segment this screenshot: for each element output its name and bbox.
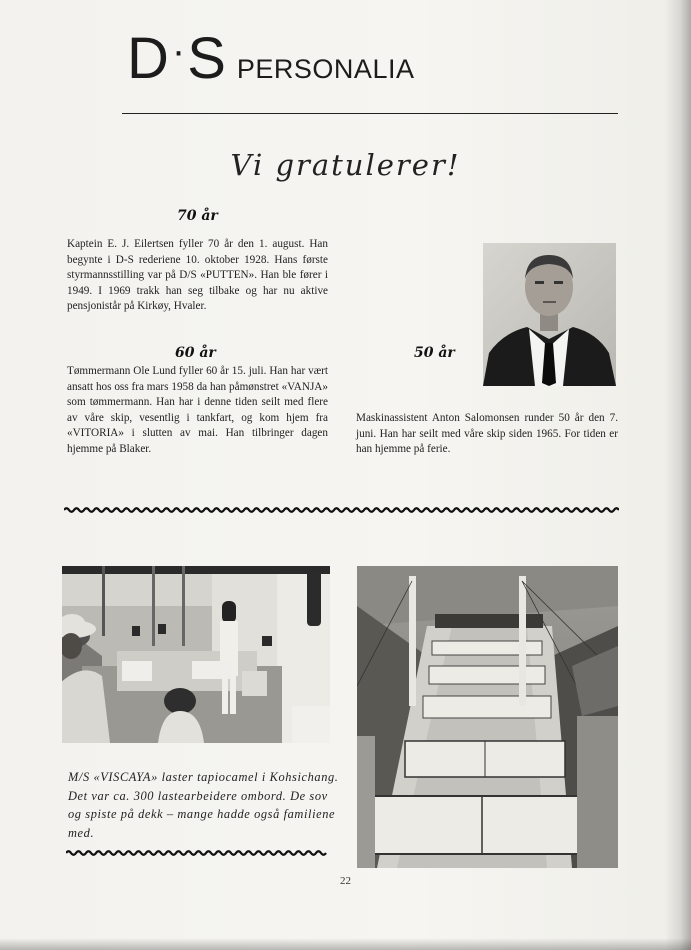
text-50-years: Maskinassistent Anton Salomonsen runder 50 år den 7. juni. Han har seilt med våre skip siden 1965. For tiden er han hjemme på ferie. bbox=[356, 412, 618, 456]
caption-wavy-divider bbox=[66, 848, 328, 858]
page-number: 22 bbox=[340, 875, 351, 887]
logo-letter-s: S bbox=[187, 26, 227, 91]
heading-70-years: 70 år bbox=[177, 208, 218, 224]
text-60-years: Tømmermann Ole Lund fyller 60 år 15. juli. Han har vært ansatt hos oss fra mars 1958 da han påmønstret «VANJA» som tømmermann. Han har i denne tiden seilt med flere av våre skip, vesentlig i tankfart, og kom hjem fra «VITORIA» i slutten av mai. Han tilbringer dagen hjemme på Blaker. bbox=[67, 365, 328, 455]
greeting-heading: Vi gratulerer! bbox=[230, 148, 461, 182]
page-bottom-shadow bbox=[0, 938, 691, 950]
heading-60-years: 60 år bbox=[175, 345, 216, 361]
ship-deck-photo bbox=[357, 566, 618, 868]
ds-personalia-logo bbox=[127, 26, 415, 110]
portrait-photo bbox=[483, 243, 616, 386]
section-title: PERSONALIA bbox=[236, 54, 415, 84]
deck-workers-photo bbox=[62, 566, 330, 743]
photo-caption: M/S «VISCAYA» laster tapiocamel i Kohsichang. Det var ca. 300 lastearbeidere ombord. De sov og spiste på dekk – mange hadde også familiene med. bbox=[68, 770, 339, 840]
wavy-divider bbox=[64, 505, 619, 515]
page-edge-shadow bbox=[665, 0, 691, 950]
header-rule bbox=[122, 113, 618, 114]
logo-letter-d: D bbox=[127, 26, 170, 91]
logo-dot: · bbox=[171, 29, 186, 73]
text-70-years: Kaptein E. J. Eilertsen fyller 70 år den 1. august. Han begynte i D-S rederiene 10. oktober 1928. Hans første styrmannsstilling var på D/S «PUTTEN». Han ble fører i 1949. I 1969 trakk han seg tilbake og har nu aktive pensjonistår på Kirkøy, Hvaler. bbox=[67, 238, 328, 313]
heading-50-years: 50 år bbox=[414, 345, 455, 361]
